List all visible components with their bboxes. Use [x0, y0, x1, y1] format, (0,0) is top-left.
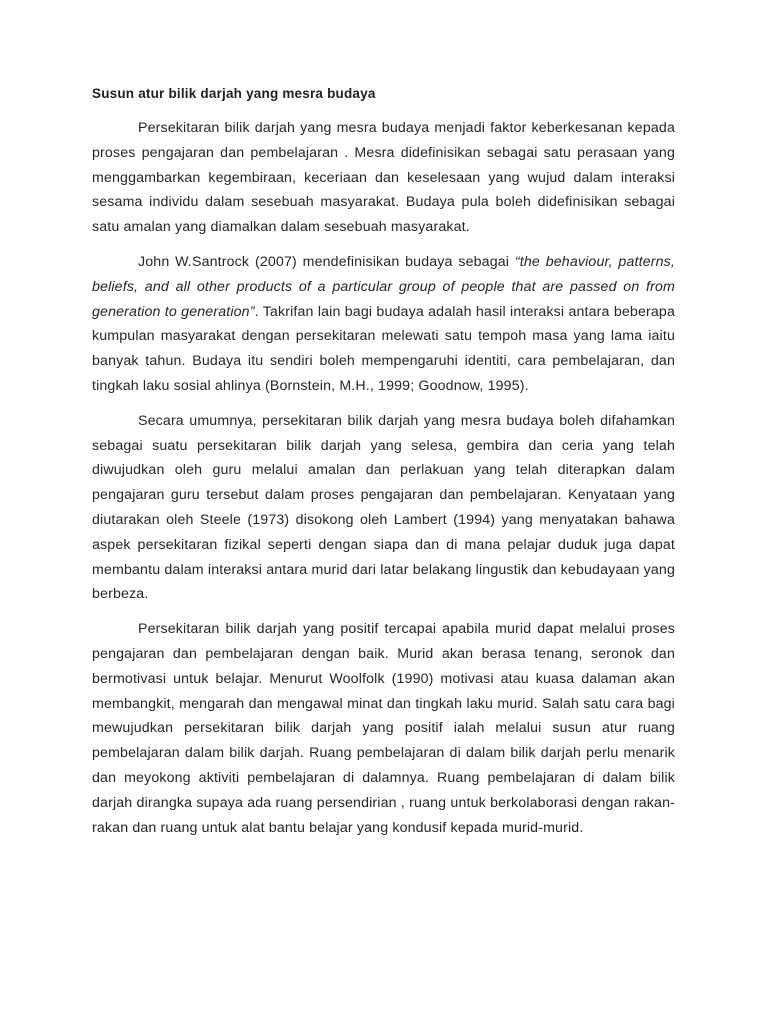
paragraph-2-rest: . Takrifan lain bagi budaya adalah hasil interaksi antara beberapa kumpulan masyarakat dengan persekitaran melewati satu tempoh masa yang lama iaitu banyak tahun. Budaya itu sendiri boleh mempengaruhi identiti, cara pembelajaran, dan tingkah laku sosial ahlinya (Bornstein, M.H., 1999; Goodnow, 1995). — [92, 303, 675, 394]
paragraph-2 — [92, 250, 675, 399]
document-body — [92, 84, 675, 850]
paragraph-1: Persekitaran bilik darjah yang mesra budaya menjadi faktor keberkesanan kepada proses pengajaran dan pembelajaran . Mesra didefinisikan sebagai satu perasaan yang menggambarkan kegembiraan, keceriaan dan keselesaan yang wujud dalam interaksi sesama individu dalam sesebuah masyarakat. Budaya pula boleh didefinisikan sebagai satu amalan yang diamalkan dalam sesebuah masyarakat. — [92, 120, 675, 236]
paragraph-2-intro: John W.Santrock (2007) mendefinisikan budaya sebagai — [138, 253, 515, 270]
section-title: Susun atur bilik darjah yang mesra budaya — [92, 86, 376, 101]
culture-definition-quote: “the behaviour, patterns, beliefs, and all other products of a particular group of people that are passed on from generation to generation” — [92, 253, 675, 320]
paragraph-3: Secara umumnya, persekitaran bilik darjah yang mesra budaya boleh difahamkan sebagai suatu persekitaran bilik darjah yang selesa, gembira dan ceria yang telah diwujudkan oleh guru melalui amalan dan perlakuan yang telah diterapkan dalam pengajaran guru tersebut dalam proses pengajaran dan pembelajaran. Kenyataan yang diutarakan oleh Steele (1973) disokong oleh Lambert (1994) yang menyatakan bahawa aspek persekitaran fizikal seperti dengan siapa dan di mana pelajar duduk juga dapat membantu dalam interaksi antara murid dari latar belakang lingustik dan kebudayaan yang berbeza. — [92, 412, 675, 603]
paragraph-4: Persekitaran bilik darjah yang positif tercapai apabila murid dapat melalui proses pengajaran dan pembelajaran dengan baik. Murid akan berasa tenang, seronok dan bermotivasi untuk belajar. Menurut Woolfolk (1990) motivasi atau kuasa dalaman akan membangkit, mengarah dan mengawal minat dan tingkah laku murid. Salah satu cara bagi mewujudkan persekitaran bilik darjah yang positif ialah melalui susun atur ruang pembelajaran dalam bilik darjah. Ruang pembelajaran di dalam bilik darjah perlu menarik dan meyokong aktiviti pembelajaran di dalamnya. Ruang pembelajaran di dalam bilik darjah dirangka supaya ada ruang persendirian , ruang untuk berkolaborasi dengan rakan-rakan dan ruang untuk alat bantu belajar yang kondusif kepada murid-murid. — [92, 621, 675, 836]
